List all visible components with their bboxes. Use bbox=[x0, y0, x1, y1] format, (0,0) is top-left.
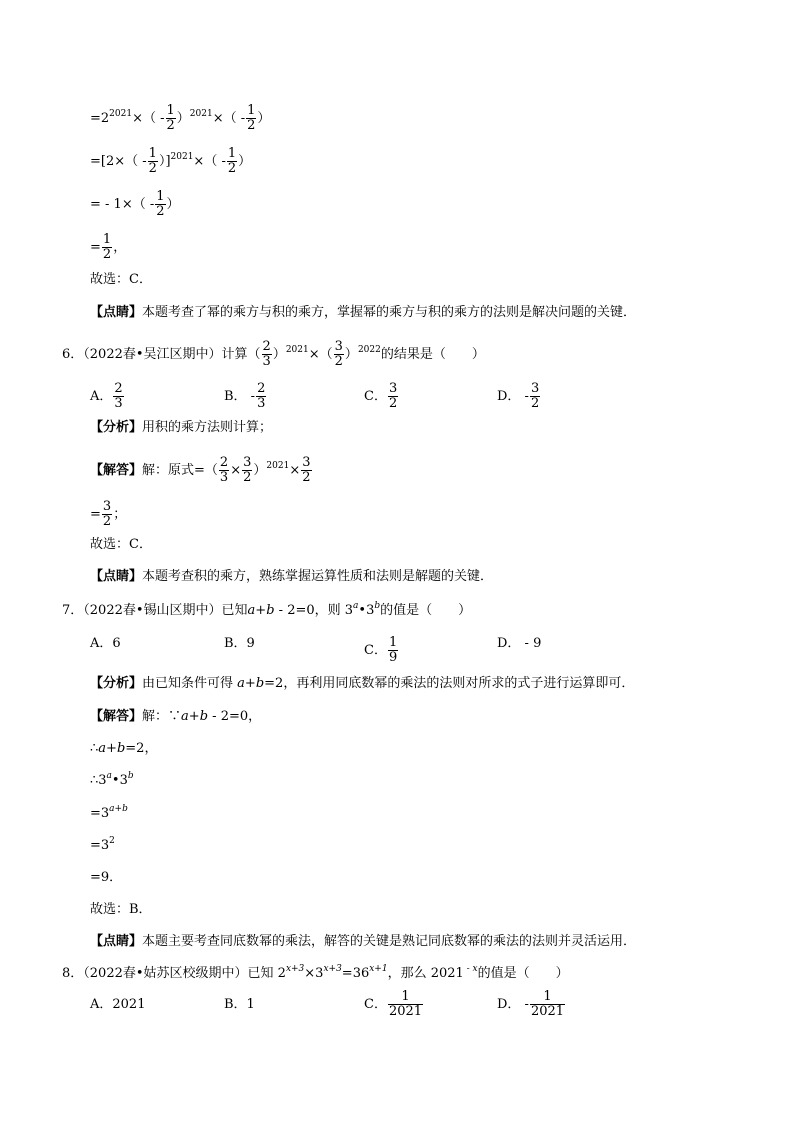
denominator: 3 bbox=[219, 470, 229, 485]
comment-tag: 【点睛】 bbox=[90, 934, 143, 949]
answer-tag: 【解答】 bbox=[90, 709, 143, 724]
q7-option-a: A．6 bbox=[90, 636, 121, 651]
text: ，那么 2021 bbox=[387, 966, 464, 981]
comment-text: 本题考查积的乘方，熟练掌握运算性质和法则是解题的关键． bbox=[142, 569, 494, 584]
denominator: 2 bbox=[388, 396, 398, 411]
exponent: x+3 bbox=[285, 964, 305, 974]
numerator: 3 bbox=[302, 455, 311, 470]
numerator: 3 bbox=[102, 499, 112, 514]
option-label: C． bbox=[364, 997, 387, 1012]
exponent: 2021 bbox=[109, 109, 133, 119]
numerator: 2 bbox=[219, 455, 229, 470]
text: ×（ - bbox=[132, 111, 165, 126]
q7-answer bbox=[90, 709, 261, 725]
q8-option-c bbox=[364, 990, 424, 1019]
text: 的值是（ ） bbox=[380, 603, 472, 618]
text: =2，再利用同底数幂的乘法的法则对所求的式子进行运算即可． bbox=[264, 676, 635, 691]
denominator: 3 bbox=[257, 396, 266, 411]
text: ） bbox=[176, 111, 190, 126]
fraction bbox=[166, 104, 176, 133]
text: 6．（2022春•吴江区期中）计算（ bbox=[62, 347, 261, 362]
q7-option-d: D． - 9 bbox=[497, 636, 542, 651]
denominator: 2021 bbox=[388, 1004, 423, 1019]
numerator: 1 bbox=[388, 990, 423, 1005]
option-label: C． bbox=[364, 389, 387, 404]
text: = bbox=[90, 240, 101, 255]
text: 解：∵ bbox=[142, 709, 182, 724]
fraction bbox=[388, 382, 398, 411]
q7-option-c bbox=[364, 636, 399, 665]
text: =[2×（ - bbox=[90, 154, 147, 169]
text: + bbox=[106, 741, 117, 756]
q8-option-b: B．1 bbox=[224, 997, 255, 1012]
denominator: 2 bbox=[227, 161, 237, 176]
q7-step-1 bbox=[90, 741, 157, 757]
text: - 2=0， bbox=[208, 709, 262, 724]
denominator: 2 bbox=[530, 396, 540, 411]
text: × bbox=[230, 463, 242, 478]
text: ； bbox=[113, 507, 127, 522]
text: ） bbox=[257, 111, 271, 126]
exponent: b bbox=[374, 601, 381, 611]
q6-result-line bbox=[90, 500, 126, 529]
q6-option-b bbox=[224, 382, 267, 411]
variable: b bbox=[199, 709, 209, 724]
exponent: 2021 bbox=[285, 345, 309, 355]
denominator: 9 bbox=[388, 650, 398, 665]
text: + bbox=[244, 676, 256, 691]
q7-step-5: =9． bbox=[90, 870, 123, 885]
fraction bbox=[113, 382, 123, 411]
q7-option-b: B．9 bbox=[224, 636, 255, 651]
denominator: 2 bbox=[243, 470, 252, 485]
variable: a bbox=[247, 603, 256, 618]
numerator: 2 bbox=[262, 339, 271, 354]
fraction bbox=[388, 990, 423, 1019]
text: + bbox=[188, 709, 200, 724]
fraction bbox=[256, 382, 266, 411]
analysis-tag: 【分析】 bbox=[90, 420, 143, 435]
exponent: x+3 bbox=[323, 964, 342, 974]
text: •3 bbox=[111, 773, 128, 788]
text: 由已知条件可得 bbox=[142, 676, 238, 691]
exponent: a bbox=[353, 601, 359, 611]
variable: b bbox=[255, 676, 265, 691]
denominator: 2 bbox=[156, 204, 165, 219]
denominator: 3 bbox=[114, 396, 123, 411]
q7-comment bbox=[90, 934, 636, 950]
variable: a bbox=[98, 741, 107, 756]
q8-option-d bbox=[497, 990, 566, 1019]
text: =36 bbox=[341, 966, 370, 981]
variable: a bbox=[237, 676, 245, 691]
text: ） bbox=[344, 347, 358, 362]
option-label: D． - bbox=[497, 997, 529, 1012]
exponent: 2021 bbox=[170, 152, 194, 162]
text: ）] bbox=[158, 154, 171, 169]
q6-comment bbox=[90, 569, 493, 585]
denominator: 2 bbox=[102, 247, 112, 262]
numerator: 1 bbox=[148, 146, 157, 161]
q6-analysis bbox=[90, 420, 272, 436]
text: ∴ bbox=[90, 741, 99, 756]
text: ×3 bbox=[304, 966, 324, 981]
calc-line-1 bbox=[90, 104, 270, 133]
text: ∴3 bbox=[90, 773, 107, 788]
exponent: x+1 bbox=[369, 964, 388, 974]
text: ） bbox=[272, 347, 286, 362]
text: = - 1×（ - bbox=[90, 197, 155, 212]
denominator: 2 bbox=[148, 161, 157, 176]
comment-tag: 【点睛】 bbox=[90, 305, 143, 320]
numerator: 3 bbox=[334, 339, 343, 354]
q6-option-a bbox=[90, 382, 125, 411]
fraction bbox=[246, 104, 256, 133]
text: ） bbox=[238, 154, 252, 169]
variable: b bbox=[116, 741, 126, 756]
q6-choice: 故选：C． bbox=[90, 537, 152, 552]
text: 的结果是（ ） bbox=[380, 347, 485, 362]
fraction bbox=[227, 147, 237, 176]
text: ） bbox=[253, 463, 267, 478]
numerator: 2 bbox=[257, 381, 266, 396]
q7-analysis bbox=[90, 676, 634, 692]
fraction bbox=[334, 340, 344, 369]
exponent: 2021 bbox=[189, 109, 213, 119]
denominator: 2021 bbox=[530, 1004, 565, 1019]
numerator: 3 bbox=[388, 381, 398, 396]
fraction bbox=[301, 456, 311, 485]
text: ×（ - bbox=[212, 111, 246, 126]
calc-line-2 bbox=[90, 147, 251, 176]
option-label: A． bbox=[90, 389, 113, 404]
fraction bbox=[148, 147, 158, 176]
fraction bbox=[219, 456, 229, 485]
text: ） bbox=[166, 197, 180, 212]
q7-choice: 故选：B． bbox=[90, 902, 152, 917]
numerator: 1 bbox=[102, 232, 112, 247]
denominator: 3 bbox=[262, 354, 271, 369]
exponent: 2021 bbox=[266, 461, 290, 471]
exponent: a+b bbox=[109, 804, 128, 814]
calc-line-3 bbox=[90, 190, 180, 219]
text: =2， bbox=[125, 741, 158, 756]
denominator: 2 bbox=[302, 470, 311, 485]
comment-text: 本题考查了幂的乘方与积的乘方，掌握幂的乘方与积的乘方的法则是解决问题的关键． bbox=[142, 305, 637, 320]
text: •3 bbox=[358, 603, 375, 618]
option-label: C． bbox=[364, 643, 387, 658]
comment-line bbox=[90, 305, 636, 321]
option-label: D． - bbox=[497, 389, 529, 404]
answer-tag: 【解答】 bbox=[90, 463, 143, 478]
text: =2 bbox=[90, 111, 110, 126]
text: =3 bbox=[90, 806, 110, 821]
comment-text: 本题主要考查同底数幂的乘法，解答的关键是熟记同底数幂的乘法的法则并灵活运用． bbox=[142, 934, 637, 949]
fraction bbox=[530, 382, 540, 411]
numerator: 3 bbox=[243, 455, 252, 470]
numerator: 3 bbox=[530, 381, 540, 396]
analysis-tag: 【分析】 bbox=[90, 676, 143, 691]
exponent: 2022 bbox=[357, 345, 381, 355]
fraction bbox=[242, 456, 252, 485]
text: ×（ - bbox=[193, 154, 226, 169]
q8-option-a: A．2021 bbox=[90, 997, 146, 1012]
exponent: a bbox=[106, 771, 112, 781]
text: =3 bbox=[90, 838, 110, 853]
exponent: - x bbox=[463, 964, 478, 974]
numerator: 1 bbox=[247, 103, 256, 118]
numerator: 1 bbox=[156, 189, 165, 204]
fraction bbox=[530, 990, 565, 1019]
fraction bbox=[388, 636, 398, 665]
question-6-stem bbox=[62, 340, 485, 369]
q6-option-c bbox=[364, 382, 399, 411]
numerator: 2 bbox=[114, 381, 123, 396]
q7-step-2 bbox=[90, 773, 134, 789]
numerator: 1 bbox=[166, 103, 175, 118]
numerator: 1 bbox=[227, 146, 237, 161]
variable: a bbox=[181, 709, 189, 724]
q7-step-4 bbox=[90, 838, 115, 854]
numerator: 1 bbox=[530, 990, 565, 1005]
calc-line-4 bbox=[90, 233, 126, 262]
text: + bbox=[255, 603, 267, 618]
question-8-stem bbox=[62, 966, 569, 982]
variable: b bbox=[266, 603, 275, 618]
text: ， bbox=[113, 240, 127, 255]
fraction bbox=[102, 500, 112, 529]
denominator: 2 bbox=[102, 514, 112, 529]
analysis-text: 用积的乘方法则计算； bbox=[142, 420, 273, 435]
q7-step-3 bbox=[90, 806, 128, 822]
denominator: 2 bbox=[334, 354, 343, 369]
text: = bbox=[90, 507, 101, 522]
q6-option-d bbox=[497, 382, 541, 411]
numerator: 1 bbox=[388, 635, 398, 650]
text: 8．（2022春•姑苏区校级期中）已知 2 bbox=[62, 966, 286, 981]
denominator: 2 bbox=[247, 118, 256, 133]
option-label: B． - bbox=[224, 389, 256, 404]
text: 解：原式=（ bbox=[142, 463, 218, 478]
fraction bbox=[262, 340, 272, 369]
text: 7．（2022春•锡山区期中）已知 bbox=[62, 603, 248, 618]
text: - 2=0，则 3 bbox=[274, 603, 354, 618]
denominator: 2 bbox=[166, 118, 175, 133]
choice-line: 故选：C． bbox=[90, 272, 152, 287]
question-7-stem bbox=[62, 603, 471, 619]
text: × bbox=[289, 463, 301, 478]
fraction bbox=[102, 233, 112, 262]
text: ×（ bbox=[308, 347, 333, 362]
q6-answer bbox=[90, 456, 313, 485]
comment-tag: 【点睛】 bbox=[90, 569, 143, 584]
text: 的值是（ ） bbox=[477, 966, 569, 981]
fraction bbox=[155, 190, 165, 219]
exponent: b bbox=[127, 771, 134, 781]
exponent: 2 bbox=[109, 836, 115, 846]
